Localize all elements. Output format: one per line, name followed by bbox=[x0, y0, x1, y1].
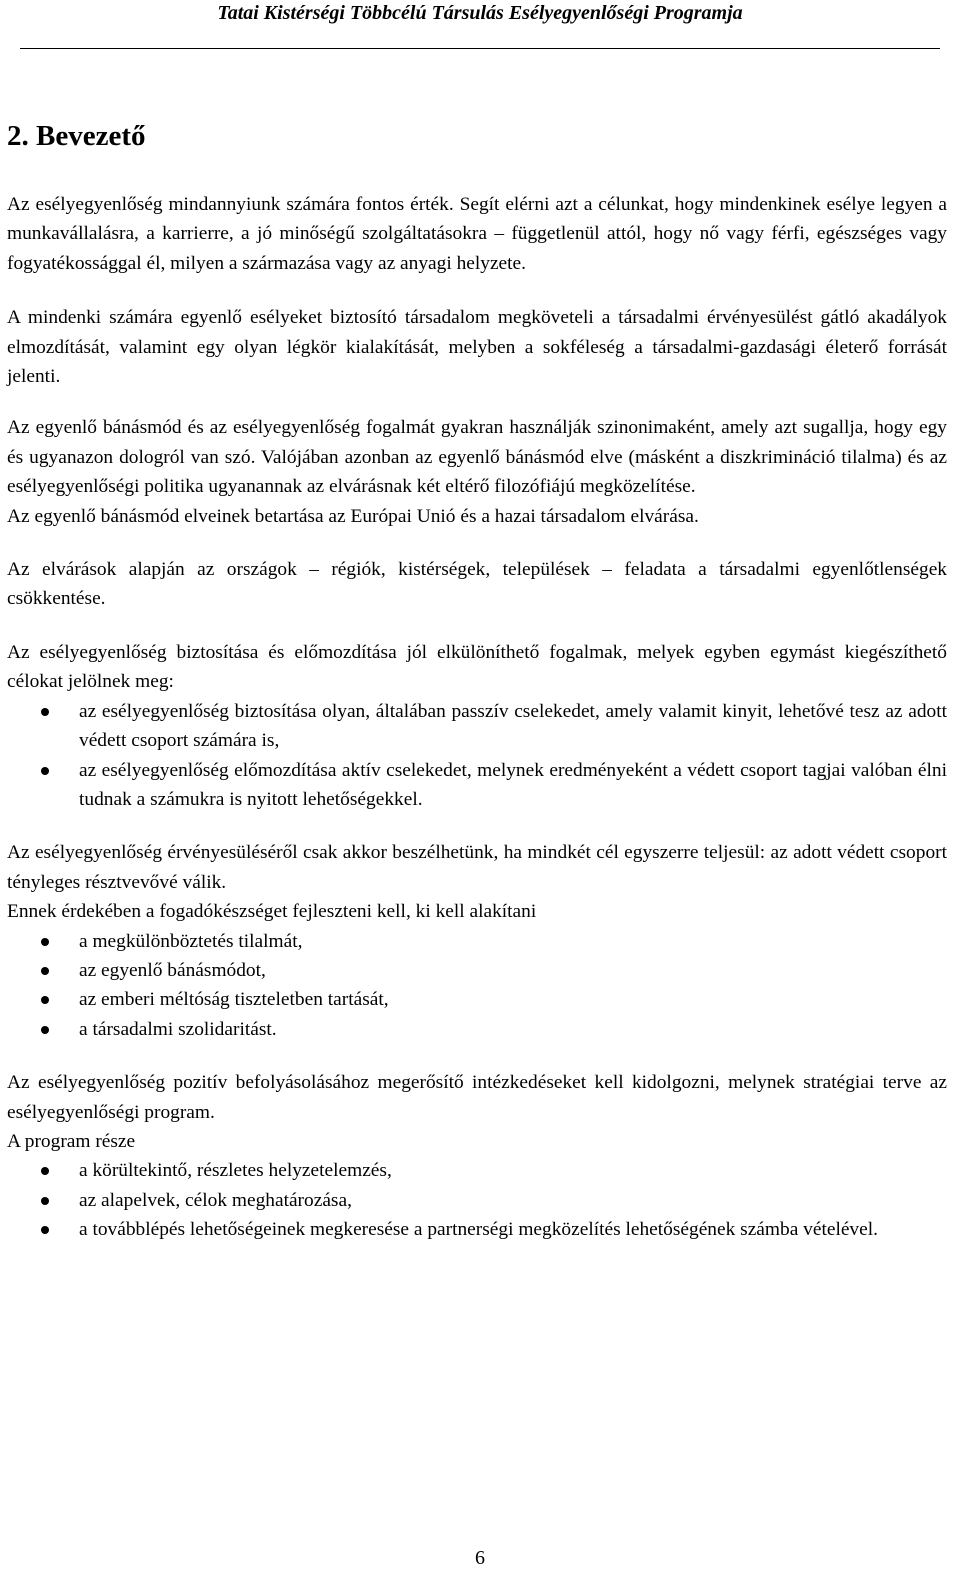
list-item bbox=[7, 1186, 947, 1215]
bullet-icon bbox=[41, 767, 49, 775]
list-item bbox=[7, 1015, 947, 1044]
paragraph-equal-treatment: Az egyenlő bánásmód és az esélyegyenlőség fogalmát gyakran használják szinonimaként, amely azt sugallja, hogy egy és ugyanazon dologról van szó. Valójában azonban az egyenlő bánásmód elve (másként a diszkrimináció tilalma) és az esélyegyenlőségi politika ugyanannak az elvárásnak két eltérő filozófiájú megközelítése. bbox=[7, 417, 947, 498]
list-item-text: a továbblépés lehetőségeinek megkeresése a partnerségi megközelítés lehetőségének számba vételével. bbox=[79, 1219, 878, 1241]
goals-list bbox=[7, 697, 947, 815]
list-item-text: az egyenlő bánásmódot, bbox=[79, 959, 266, 981]
paragraph-intro: Az esélyegyenlőség mindannyiunk számára fontos érték. Segít elérni azt a célunkat, hogy mindenkinek esélye legyen a munkavállalásra, a karrierre, a jó minőségű szolgáltatásokra – függetlenül attól, hogy nő vagy férfi, egészséges vagy fogyatékossággal él, milyen a származása vagy az anyagi helyzete. bbox=[7, 194, 947, 274]
list-item-text: az esélyegyenlőség előmozdítása aktív cselekedet, melynek eredményeként a védett csoport tagjai valóban élni tudnak a számukra is nyitott lehetőségekkel. bbox=[79, 759, 947, 810]
list-item bbox=[7, 956, 947, 985]
list-item bbox=[7, 756, 947, 815]
bullet-icon bbox=[41, 996, 49, 1004]
paragraph-positive-measures: Az esélyegyenlőség pozitív befolyásolásához megerősítő intézkedéseket kell kidolgozni, melynek stratégiai terve az esélyegyenlőségi program. bbox=[7, 1072, 947, 1123]
bullet-icon bbox=[41, 1167, 49, 1175]
list-item-text: a körültekintő, részletes helyzetelemzés, bbox=[79, 1160, 392, 1182]
paragraph-expectations: Az elvárások alapján az országok – régiók, kistérségek, települések – feladata a társadalmi egyenlőtlenségek csökkentése. bbox=[7, 559, 947, 610]
list-item-text: az emberi méltóság tiszteletben tartását, bbox=[79, 989, 389, 1011]
list-item bbox=[7, 985, 947, 1014]
list-item-text: az esélyegyenlőség biztosítása olyan, általában passzív cselekedet, amely valamit kinyit, lehetővé tesz az adott védett csoport számára is, bbox=[79, 700, 947, 752]
bullet-icon bbox=[41, 967, 49, 975]
paragraph-program-parts-intro: A program része bbox=[7, 1130, 136, 1152]
list-item bbox=[7, 1215, 947, 1244]
list-item bbox=[7, 927, 947, 956]
bullet-icon bbox=[41, 938, 49, 946]
document-body bbox=[7, 190, 947, 1245]
paragraph-eu-expectation: Az egyenlő bánásmód elveinek betartása az Európai Unió és a hazai társadalom elvárása. bbox=[7, 505, 699, 527]
program-parts-list bbox=[7, 1156, 947, 1244]
running-header: Tatai Kistérségi Többcélú Társulás Esélyegyenlőségi Programja bbox=[217, 2, 743, 24]
paragraph-society: A mindenki számára egyenlő esélyeket biztosító társadalom megköveteli a társadalmi érvényesülést gátló akadályok elmozdítását, valamint egy olyan légkör kialakítását, melyben a sokféleség a társadalmi-gazdasági életerő forrását jelenti. bbox=[7, 307, 947, 388]
list-item bbox=[7, 697, 947, 756]
list-item bbox=[7, 1156, 947, 1185]
bullet-icon bbox=[41, 708, 49, 716]
bullet-icon bbox=[41, 1226, 49, 1234]
header-divider bbox=[20, 48, 940, 49]
requirements-list bbox=[7, 927, 947, 1045]
paragraph-realization: Az esélyegyenlőség érvényesüléséről csak akkor beszélhetünk, ha mindkét cél egyszerre teljesül: az adott védett csoport tényleges résztvevővé válik. bbox=[7, 842, 947, 893]
section-title: 2. Bevezető bbox=[7, 120, 146, 152]
page-number: 6 bbox=[475, 1547, 485, 1569]
bullet-icon bbox=[41, 1026, 49, 1034]
list-item-text: a megkülönböztetés tilalmát, bbox=[79, 930, 303, 952]
list-item-text: a társadalmi szolidaritást. bbox=[79, 1018, 277, 1040]
paragraph-concepts: Az esélyegyenlőség biztosítása és előmozdítása jól elkülöníthető fogalmak, melyek egyben egymást kiegészíthető célokat jelölnek meg: bbox=[7, 641, 947, 693]
list-item-text: az alapelvek, célok meghatározása, bbox=[79, 1189, 352, 1211]
paragraph-requirements-intro: Ennek érdekében a fogadókészséget fejleszteni kell, ki kell alakítani bbox=[7, 901, 537, 923]
bullet-icon bbox=[41, 1197, 49, 1205]
